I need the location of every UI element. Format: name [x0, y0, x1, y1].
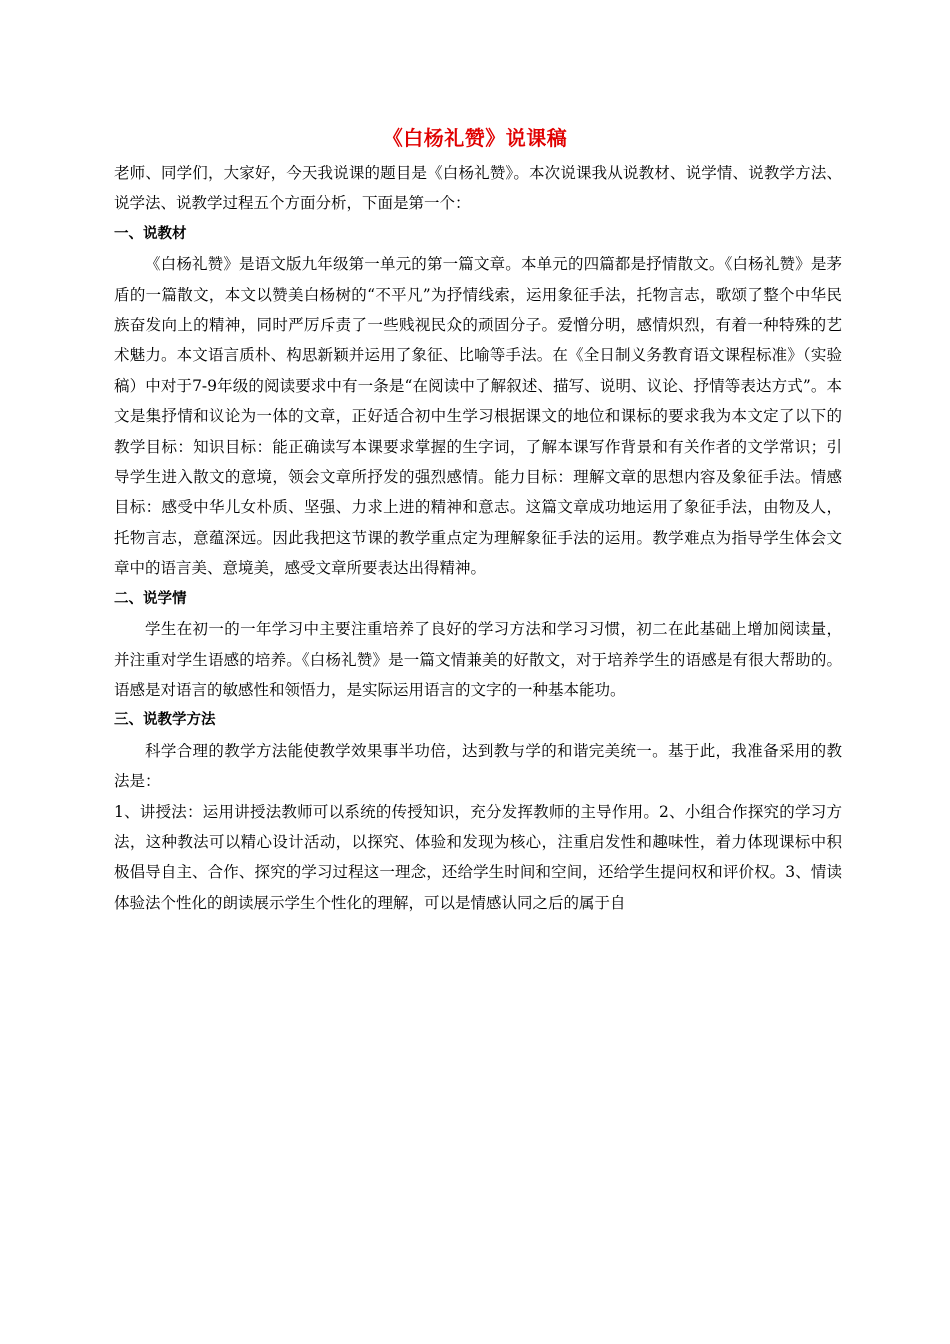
section-heading-student-situation: 二、说学情 [114, 590, 187, 607]
textbook-paragraph: 《白杨礼赞》是语文版九年级第一单元的第一篇文章。本单元的四篇都是抒情散文。《白杨礼赞》是茅盾的一篇散文，本文以赞美白杨树的“不平凡”为抒情线索，运用象征手法，托物言志，歌颂了整个中华民族奋发向上的精神，同时严厉斥责了一些贱视民众的顽固分子。爱憎分明，感情炽烈，有着一种特殊的艺术魅力。本文语言质朴、构思新颖并运用了象征、比喻等手法。在《全日制义务教育语文课程标准》（实验稿）中对于7-9年级的阅读要求中有一条是“在阅读中了解叙述、描写、说明、议论、抒情等表达方式”。本文是集抒情和议论为一体的文章，正好适合初中生学习根据课文的地位和课标的要求我为本文定了以下的教学目标：知识目标：能正确读写本课要求掌握的生字词，了解本课写作背景和有关作者的文学常识；引导学生进入散文的意境，领会文章所抒发的强烈感情。能力目标：理解文章的思想内容及象征手法。情感目标：感受中华儿女朴质、坚强、力求上进的精神和意志。这篇文章成功地运用了象征手法，由物及人，托物言志，意蕴深远。因此我把这节课的教学重点定为理解象征手法的运用。教学难点为指导学生体会文章中的语言美、意境美，感受文章所要表达出得精神。 [114, 255, 842, 578]
teaching-method-paragraph: 科学合理的教学方法能使教学效果事半功倍，达到教与学的和谐完美统一。基于此，我准备采用的教法是： [114, 741, 842, 791]
intro-paragraph: 老师、同学们，大家好，今天我说课的题目是《白杨礼赞》。本次说课我从说教材、说学情、说教学方法、说学法、说教学过程五个方面分析，下面是第一个： [114, 164, 842, 213]
section-heading-textbook: 一、说教材 [114, 225, 187, 242]
student-situation-paragraph: 学生在初一的一年学习中主要注重培养了良好的学习方法和学习习惯，初二在此基础上增加阅读量，并注重对学生语感的培养。《白杨礼赞》是一篇文情兼美的好散文，对于培养学生的语感是有很大帮助的。语感是对语言的敏感性和领悟力，是实际运用语言的文字的一种基本能功。 [114, 620, 842, 699]
section-heading-teaching-method: 三、说教学方法 [114, 712, 216, 729]
document-body [114, 158, 842, 918]
document-title: 《白杨礼赞》说课稿 [382, 126, 568, 150]
teaching-method-list-paragraph: 1、讲授法：运用讲授法教师可以系统的传授知识，充分发挥教师的主导作用。2、小组合作探究的学习方法，这种教法可以精心设计活动，以探究、体验和发现为核心，注重启发性和趣味性，着力体现课标中积极倡导自主、合作、探究的学习过程这一理念，还给学生时间和空间，还给学生提问权和评价权。3、情读体验法个性化的朗读展示学生个性化的理解，可以是情感认同之后的属于自 [114, 802, 842, 912]
